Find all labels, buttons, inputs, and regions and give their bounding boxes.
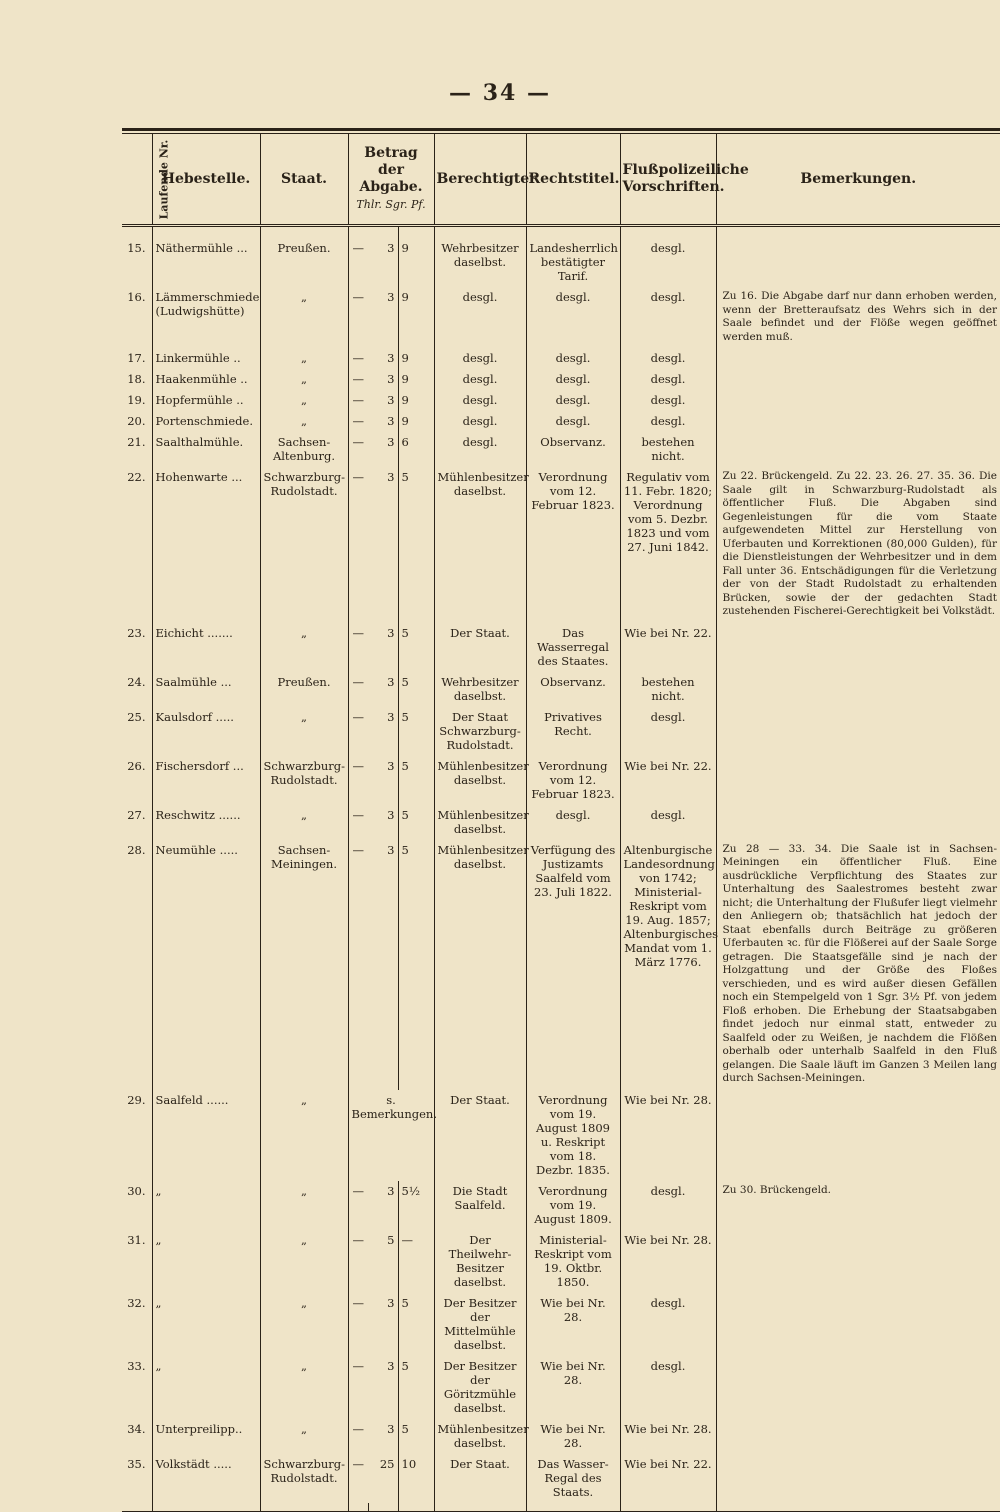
row-number: 16. [122, 287, 152, 348]
row-flusspolizei: Wie bei Nr. 22. [620, 756, 716, 805]
row-flusspolizei: desgl. [620, 707, 716, 756]
row-sgr: 3 [368, 623, 398, 672]
row-rechtstitel: desgl. [526, 287, 620, 348]
row-staat: Preußen. [260, 672, 348, 707]
table-row [122, 432, 1000, 467]
row-hebestelle: „ [152, 1230, 260, 1293]
row-number: 24. [122, 672, 152, 707]
page-number: — 34 — [449, 80, 551, 106]
table-bottom-cell [368, 1503, 398, 1512]
row-berechtigter: Mühlenbesitzer daselbst. [434, 1419, 526, 1454]
row-bemerkung [716, 369, 1000, 390]
row-hebestelle: Lämmerschmiede (Ludwigshütte) [152, 287, 260, 348]
row-berechtigter: Wehrbesitzer daselbst. [434, 672, 526, 707]
row-staat: „ [260, 287, 348, 348]
row-hebestelle: Unterpreilipp.. [152, 1419, 260, 1454]
row-staat: Sachsen-Meiningen. [260, 840, 348, 1090]
row-hebestelle: Hohenwarte ... [152, 467, 260, 623]
row-rechtstitel: Wie bei Nr. 28. [526, 1293, 620, 1356]
row-pf: 5½ [398, 1181, 434, 1230]
row-berechtigter: Der Besitzer der Mittelmühle daselbst. [434, 1293, 526, 1356]
table-row [122, 467, 1000, 623]
row-rechtstitel: Wie bei Nr. 28. [526, 1419, 620, 1454]
row-pf: — [398, 1230, 434, 1293]
table-row [122, 1356, 1000, 1419]
row-rechtstitel: desgl. [526, 369, 620, 390]
row-thlr: — [352, 674, 364, 689]
table-row [122, 226, 1000, 288]
row-bemerkung [716, 432, 1000, 467]
row-pf: 6 [398, 432, 434, 467]
row-rechtstitel: Privatives Recht. [526, 707, 620, 756]
row-bemerkung [716, 1454, 1000, 1503]
row-staat: Schwarzburg-Rudolstadt. [260, 467, 348, 623]
row-hebestelle: Volkstädt ..... [152, 1454, 260, 1503]
row-bemerkung [716, 672, 1000, 707]
row-berechtigter: Der Theilwehr-Besitzer daselbst. [434, 1230, 526, 1293]
row-number: 20. [122, 411, 152, 432]
row-berechtigter: Die Stadt Saalfeld. [434, 1181, 526, 1230]
row-hebestelle: Saalthalmühle. [152, 432, 260, 467]
row-berechtigter: desgl. [434, 432, 526, 467]
table-row [122, 1293, 1000, 1356]
row-bemerkung: Zu 16. Die Abgabe darf nur dann erhoben werden, wenn der Bretteraufsatz des Wehrs sich in der Saale befindet und der Flöße wegen geöffnet werden muß. [722, 290, 997, 343]
row-berechtigter: Der Staat Schwarzburg-Rudolstadt. [434, 707, 526, 756]
row-pf: 5 [398, 1293, 434, 1356]
row-bemerkung [716, 805, 1000, 840]
header-bemerkungen: Bemerkungen. [716, 134, 1000, 226]
row-number: 35. [122, 1454, 152, 1503]
table-bottom-cell [398, 1503, 434, 1512]
row-rechtstitel: desgl. [526, 411, 620, 432]
table-header-row [122, 134, 1000, 226]
table-row [122, 348, 1000, 369]
row-staat: „ [260, 805, 348, 840]
table-row [122, 707, 1000, 756]
row-bemerkung: Zu 22. Brückengeld. Zu 22. 23. 26. 27. 35. 36. Die Saale gilt in Schwarzburg-Rudolstadt als öffentlicher Fluß. Die Abgaben sind Gegenleistungen für die vom Staate aufgewendeten Mittel zur Herstellung von Uferbauten und Korrektionen (80,000 Gulden), für die Dienstleistungen der Wehrbesitzer und in dem Fall unter 36. Entschädigungen für die Verletzung der von der Stadt Rudolstadt zu erhaltenden Brücken, sowie der der gedachten Stadt zustehenden Fischerei-Gerechtigkeit bei Volkstädt. [722, 470, 997, 617]
table-row [122, 805, 1000, 840]
row-sgr: 3 [368, 287, 398, 348]
row-pf: 9 [398, 226, 434, 288]
header-hebestelle: Hebestelle. [152, 134, 260, 226]
row-flusspolizei: desgl. [620, 226, 716, 288]
row-sgr: 3 [368, 411, 398, 432]
row-berechtigter: desgl. [434, 390, 526, 411]
row-number: 22. [122, 467, 152, 623]
row-berechtigter: Mühlenbesitzer daselbst. [434, 805, 526, 840]
row-hebestelle: Reschwitz ...... [152, 805, 260, 840]
row-rechtstitel: Landesherrlich bestätigter Tarif. [526, 226, 620, 288]
row-pf: 5 [398, 1356, 434, 1419]
row-thlr: — [352, 709, 364, 724]
row-flusspolizei: desgl. [620, 1293, 716, 1356]
row-staat: „ [260, 1181, 348, 1230]
row-staat: „ [260, 1230, 348, 1293]
row-berechtigter: Wehrbesitzer daselbst. [434, 226, 526, 288]
row-berechtigter: Mühlenbesitzer daselbst. [434, 467, 526, 623]
row-thlr: — [352, 1421, 364, 1436]
table-row [122, 390, 1000, 411]
row-flusspolizei: Wie bei Nr. 28. [620, 1230, 716, 1293]
row-pf: 5 [398, 805, 434, 840]
tariff-table-wrapper [122, 128, 1000, 1512]
row-bemerkung [716, 411, 1000, 432]
row-berechtigter: desgl. [434, 411, 526, 432]
row-number: 23. [122, 623, 152, 672]
row-rechtstitel: Verordnung vom 12. Februar 1823. [526, 756, 620, 805]
table-row [122, 1230, 1000, 1293]
row-bemerkung [716, 623, 1000, 672]
row-flusspolizei: desgl. [620, 1181, 716, 1230]
row-sgr: 3 [368, 432, 398, 467]
table-bottom-cell [152, 1503, 260, 1512]
row-number: 33. [122, 1356, 152, 1419]
row-sgr: 3 [368, 226, 398, 288]
table-bottom-cell [434, 1503, 526, 1512]
row-thlr: — [352, 625, 364, 640]
row-bemerkung [716, 756, 1000, 805]
row-thlr: — [352, 393, 364, 407]
row-sgr: 3 [368, 756, 398, 805]
row-sgr: 25 [368, 1454, 398, 1503]
row-pf: 5 [398, 467, 434, 623]
row-hebestelle: Neumühle ..... [152, 840, 260, 1090]
tariff-table [122, 134, 1000, 1512]
row-rechtstitel: Wie bei Nr. 28. [526, 1356, 620, 1419]
row-berechtigter: Der Besitzer der Göritzmühle daselbst. [434, 1356, 526, 1419]
row-number: 27. [122, 805, 152, 840]
row-berechtigter: desgl. [434, 369, 526, 390]
row-staat: Schwarzburg-Rudolstadt. [260, 756, 348, 805]
row-thlr: — [352, 1456, 364, 1471]
row-staat: Schwarzburg-Rudolstadt. [260, 1454, 348, 1503]
row-staat: „ [260, 623, 348, 672]
row-flusspolizei: desgl. [620, 411, 716, 432]
row-flusspolizei: Regulativ vom 11. Febr. 1820; Verordnung vom 5. Dezbr. 1823 und vom 27. Juni 1842. [620, 467, 716, 623]
table-body [122, 226, 1000, 1512]
row-thlr: — [352, 372, 364, 386]
table-row [122, 623, 1000, 672]
row-bemerkung [716, 1090, 1000, 1181]
row-bemerkung [716, 1356, 1000, 1419]
table-row [122, 672, 1000, 707]
table-bottom-cell [348, 1503, 368, 1512]
row-thlr: — [352, 435, 364, 449]
row-flusspolizei: desgl. [620, 1356, 716, 1419]
row-berechtigter: Der Staat. [434, 1090, 526, 1181]
row-sgr: 5 [368, 1230, 398, 1293]
row-hebestelle: Hopfermühle .. [152, 390, 260, 411]
row-flusspolizei: Altenburgische Landesordnung von 1742; Ministerial-Reskript vom 19. Aug. 1857; Altenburgisches Mandat vom 1. März 1776. [620, 840, 716, 1090]
row-pf: 9 [398, 369, 434, 390]
row-staat: „ [260, 1356, 348, 1419]
row-flusspolizei: desgl. [620, 287, 716, 348]
row-flusspolizei: Wie bei Nr. 28. [620, 1419, 716, 1454]
row-thlr: — [352, 758, 364, 773]
row-staat: „ [260, 348, 348, 369]
row-sgr: 3 [368, 1181, 398, 1230]
row-bemerkung [716, 390, 1000, 411]
row-staat: „ [260, 1293, 348, 1356]
row-thlr: — [352, 1232, 364, 1247]
table-row [122, 411, 1000, 432]
row-rechtstitel: desgl. [526, 390, 620, 411]
row-sgr: 3 [368, 672, 398, 707]
row-sgr: 3 [368, 369, 398, 390]
row-flusspolizei: desgl. [620, 348, 716, 369]
row-pf: 5 [398, 707, 434, 756]
row-rechtstitel: Verordnung vom 12. Februar 1823. [526, 467, 620, 623]
row-hebestelle: „ [152, 1181, 260, 1230]
row-staat: „ [260, 390, 348, 411]
row-rechtstitel: Verordnung vom 19. August 1809 u. Reskript vom 18. Dezbr. 1835. [526, 1090, 620, 1181]
row-thlr: — [352, 351, 364, 365]
row-thlr: — [352, 414, 364, 428]
table-row [122, 369, 1000, 390]
row-bemerkung: Zu 30. Brückengeld. [722, 1183, 832, 1196]
row-bemerkung [716, 707, 1000, 756]
row-bemerkung [716, 348, 1000, 369]
row-flusspolizei: bestehen nicht. [620, 672, 716, 707]
row-rechtstitel: Observanz. [526, 672, 620, 707]
header-betrag: Betrag der Abgabe. Thlr. Sgr. Pf. [348, 134, 434, 226]
header-staat: Staat. [260, 134, 348, 226]
row-rechtstitel: Das Wasserregal des Staates. [526, 623, 620, 672]
row-staat: Preußen. [260, 226, 348, 288]
row-pf: 10 [398, 1454, 434, 1503]
row-flusspolizei: desgl. [620, 805, 716, 840]
table-bottom-cell [526, 1503, 620, 1512]
table-row [122, 1090, 1000, 1181]
table-bottom-cell [122, 1503, 152, 1512]
table-row [122, 1454, 1000, 1503]
row-thlr: — [352, 290, 364, 304]
row-hebestelle: Näthermühle ... [152, 226, 260, 288]
row-thlr: — [352, 842, 364, 857]
row-number: 30. [122, 1181, 152, 1230]
row-hebestelle: „ [152, 1356, 260, 1419]
row-berechtigter: Mühlenbesitzer daselbst. [434, 840, 526, 1090]
row-number: 32. [122, 1293, 152, 1356]
header-berechtigter: Berechtigter. [434, 134, 526, 226]
row-pf: 9 [398, 287, 434, 348]
table-bottom-rule [122, 1503, 1000, 1512]
row-pf: 5 [398, 1419, 434, 1454]
row-number: 31. [122, 1230, 152, 1293]
row-staat: „ [260, 369, 348, 390]
row-rechtstitel: Verfügung des Justizamts Saalfeld vom 23. Juli 1822. [526, 840, 620, 1090]
header-rechtstitel: Rechtstitel. [526, 134, 620, 226]
row-number: 21. [122, 432, 152, 467]
table-row [122, 1419, 1000, 1454]
row-bemerkung [716, 226, 1000, 288]
table-row [122, 1181, 1000, 1230]
row-sgr: 3 [368, 1419, 398, 1454]
row-berechtigter: desgl. [434, 287, 526, 348]
table-row [122, 287, 1000, 348]
row-staat: „ [260, 1090, 348, 1181]
row-rechtstitel: Verordnung vom 19. August 1809. [526, 1181, 620, 1230]
row-pf: 5 [398, 623, 434, 672]
row-hebestelle: Eichicht ....... [152, 623, 260, 672]
row-pf: 5 [398, 672, 434, 707]
row-sgr: 3 [368, 467, 398, 623]
row-flusspolizei: Wie bei Nr. 22. [620, 1454, 716, 1503]
header-flusspolizei: Flußpolizeiliche Vorschriften. [620, 134, 716, 226]
row-sgr: 3 [368, 390, 398, 411]
row-hebestelle: Portenschmiede. [152, 411, 260, 432]
table-bottom-cell [260, 1503, 348, 1512]
row-hebestelle: Haakenmühle .. [152, 369, 260, 390]
row-staat: „ [260, 707, 348, 756]
row-number: 34. [122, 1419, 152, 1454]
row-sgr: 3 [368, 840, 398, 1090]
row-sgr: 3 [368, 348, 398, 369]
row-rechtstitel: desgl. [526, 348, 620, 369]
row-flusspolizei: Wie bei Nr. 28. [620, 1090, 716, 1181]
row-hebestelle: Linkermühle .. [152, 348, 260, 369]
row-berechtigter: Der Staat. [434, 1454, 526, 1503]
row-pf: 9 [398, 390, 434, 411]
row-flusspolizei: desgl. [620, 369, 716, 390]
row-thlr: — [352, 1295, 364, 1310]
row-number: 18. [122, 369, 152, 390]
row-hebestelle: Saalmühle ... [152, 672, 260, 707]
row-staat: „ [260, 411, 348, 432]
row-berechtigter: Der Staat. [434, 623, 526, 672]
row-number: 25. [122, 707, 152, 756]
row-berechtigter: Mühlenbesitzer daselbst. [434, 756, 526, 805]
header-betrag-units: Thlr. Sgr. Pf. [356, 198, 426, 211]
header-nr: Laufende Nr. [122, 134, 152, 226]
row-pf: 9 [398, 348, 434, 369]
table-row [122, 840, 1000, 1090]
row-sgr: 3 [368, 1356, 398, 1419]
row-pf: 5 [398, 840, 434, 1090]
row-berechtigter: desgl. [434, 348, 526, 369]
row-thlr: — [352, 470, 364, 484]
row-hebestelle: Kaulsdorf ..... [152, 707, 260, 756]
table-bottom-cell [620, 1503, 716, 1512]
row-thlr: — [352, 1358, 364, 1373]
row-rechtstitel: Das Wasser-Regal des Staats. [526, 1454, 620, 1503]
top-rule [122, 128, 1000, 131]
row-bemerkung: Zu 28 — 33. 34. Die Saale ist in Sachsen-Meiningen ein öffentlicher Fluß. Eine ausdrückliche Verpflichtung des Staates zur Unterhaltung des Saalestromes besteht zwar nicht; die Unterhaltung der Flußufer liegt vielmehr den Anliegern ob; thatsächlich hat jedoch der Staat ebenfalls durch Beiträge zu größeren Uferbauten ꝛc. für die Flößerei auf der Saale Sorge getragen. Die Staatsgefälle sind je nach der Holzgattung und der Größe des Floßes verschieden, und es wird außer diesen Gefällen noch ein Stempelgeld von 1 Sgr. 3½ Pf. von jedem Floß erhoben. Die Erhebung der Staatsabgaben findet jedoch nur einmal statt, entweder zu Saalfeld oder zu Weißen, je nachdem die Flößen oberhalb oder unterhalb Saalfeld in den Fluß gelangen. Die Saale läuft im Ganzen 3 Meilen lang durch Sachsen-Meiningen. [722, 842, 997, 1084]
row-sgr: 3 [368, 707, 398, 756]
row-rechtstitel: desgl. [526, 805, 620, 840]
row-number: 19. [122, 390, 152, 411]
row-hebestelle: Fischersdorf ... [152, 756, 260, 805]
row-betrag-note: s. Bemerkungen. [348, 1090, 434, 1181]
row-sgr: 3 [368, 1293, 398, 1356]
row-flusspolizei: Wie bei Nr. 22. [620, 623, 716, 672]
row-bemerkung [716, 1419, 1000, 1454]
row-number: 17. [122, 348, 152, 369]
row-staat: Sachsen-Altenburg. [260, 432, 348, 467]
row-staat: „ [260, 1419, 348, 1454]
row-flusspolizei: bestehen nicht. [620, 432, 716, 467]
row-number: 15. [122, 226, 152, 288]
row-bemerkung [716, 1230, 1000, 1293]
row-sgr: 3 [368, 805, 398, 840]
row-thlr: — [352, 241, 364, 255]
row-thlr: — [352, 807, 364, 822]
row-rechtstitel: Observanz. [526, 432, 620, 467]
row-hebestelle: „ [152, 1293, 260, 1356]
row-flusspolizei: desgl. [620, 390, 716, 411]
row-number: 26. [122, 756, 152, 805]
table-bottom-cell [716, 1503, 1000, 1512]
row-rechtstitel: Ministerial-Reskript vom 19. Oktbr. 1850. [526, 1230, 620, 1293]
row-bemerkung [716, 1293, 1000, 1356]
row-thlr: — [352, 1183, 364, 1198]
row-number: 28. [122, 840, 152, 1090]
row-pf: 9 [398, 411, 434, 432]
row-number: 29. [122, 1090, 152, 1181]
row-pf: 5 [398, 756, 434, 805]
table-row [122, 756, 1000, 805]
row-hebestelle: Saalfeld ...... [152, 1090, 260, 1181]
